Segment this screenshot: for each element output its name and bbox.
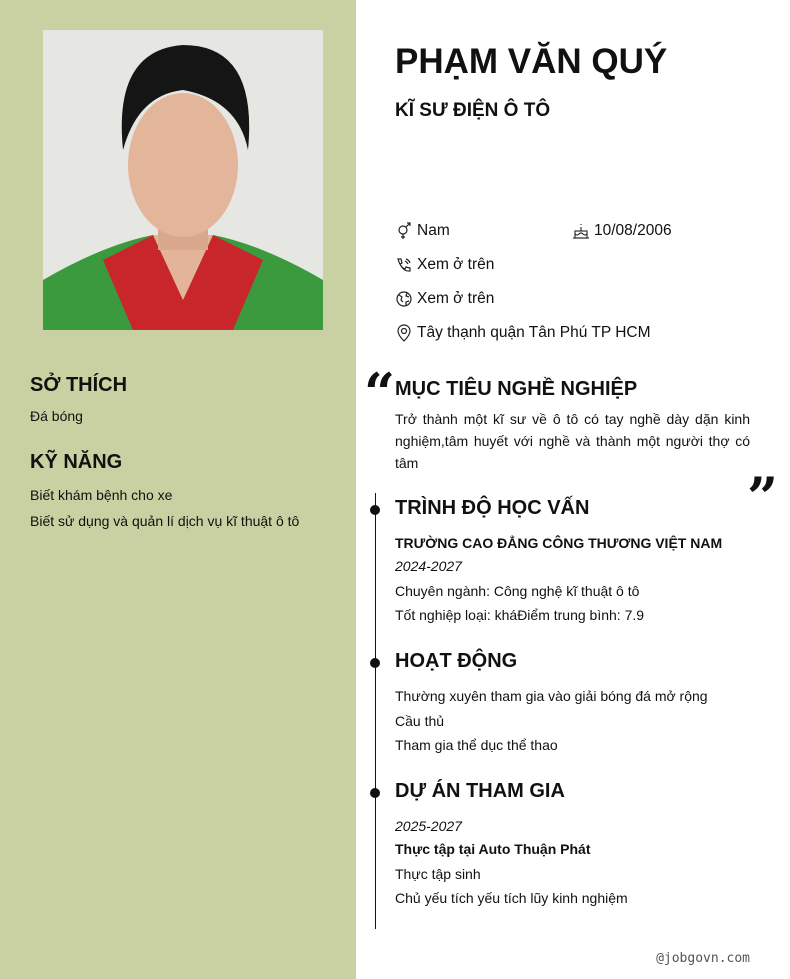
school-name: TRƯỜNG CAO ĐẲNG CÔNG THƯƠNG VIỆT NAM xyxy=(395,535,723,551)
hobbies-heading: SỞ THÍCH xyxy=(30,374,128,396)
project-name: Thực tập tại Auto Thuận Phát xyxy=(395,841,591,857)
skill-item: Biết khám bệnh cho xe xyxy=(30,487,173,503)
education-heading: TRÌNH ĐỘ HỌC VẤN xyxy=(395,497,590,519)
candidate-name: PHẠM VĂN QUÝ xyxy=(395,42,668,81)
timeline-dot xyxy=(370,788,380,798)
project-role: Thực tập sinh xyxy=(395,866,481,882)
gender-row xyxy=(395,222,450,240)
job-title: KĨ SƯ ĐIỆN Ô TÔ xyxy=(395,100,551,121)
phone-value: Xem ở trên xyxy=(417,256,495,273)
address-value: Tây thạnh quận Tân Phú TP HCM xyxy=(417,324,651,341)
globe-icon xyxy=(395,290,413,308)
timeline-dot xyxy=(370,658,380,668)
education-period: 2024-2027 xyxy=(395,558,462,574)
activity-item: Cầu thủ xyxy=(395,713,445,729)
activities-heading: HOẠT ĐỘNG xyxy=(395,650,518,672)
website-row xyxy=(395,290,494,308)
project-period: 2025-2027 xyxy=(395,818,462,834)
open-quote-icon: “ xyxy=(364,361,396,425)
project-description: Chủ yếu tích yếu tích lũy kinh nghiệm xyxy=(395,890,628,906)
hobby-item: Đá bóng xyxy=(30,408,83,424)
education-grade: Tốt nghiệp loại: kháĐiểm trung bình: 7.9 xyxy=(395,607,645,623)
close-quote-icon: ” xyxy=(747,465,779,529)
address-row xyxy=(395,324,651,342)
phone-row xyxy=(395,256,494,274)
skill-item: Biết sử dụng và quản lí dịch vụ kĩ thuật ô tô xyxy=(30,513,300,529)
watermark: @jobgovn.com xyxy=(656,951,750,966)
education-major: Chuyên ngành: Công nghệ kĩ thuật ô tô xyxy=(395,583,640,599)
activity-item: Thường xuyên tham gia vào giải bóng đá mở rộng xyxy=(395,688,708,704)
timeline-dot xyxy=(370,505,380,515)
objective-text: Trở thành một kĩ sư về ô tô có tay nghề dày dặn kinh nghiệm,tâm huyết với nghề và thành một người thợ có tâm xyxy=(395,411,750,471)
objective-heading: MỤC TIÊU NGHỀ NGHIỆP xyxy=(395,378,638,400)
birthday-cake-icon xyxy=(572,222,590,240)
birthday-value: 10/08/2006 xyxy=(594,222,672,239)
gender-value: Nam xyxy=(417,222,450,239)
activity-item: Tham gia thể dục thể thao xyxy=(395,737,558,753)
timeline-line xyxy=(375,493,376,929)
location-pin-icon xyxy=(395,324,413,342)
projects-heading: DỰ ÁN THAM GIA xyxy=(395,780,565,802)
phone-icon xyxy=(395,256,413,274)
skills-heading: KỸ NĂNG xyxy=(30,451,123,473)
website-value: Xem ở trên xyxy=(417,290,495,307)
gender-icon xyxy=(395,222,413,240)
profile-photo xyxy=(43,30,323,330)
birthday-row xyxy=(572,222,672,240)
